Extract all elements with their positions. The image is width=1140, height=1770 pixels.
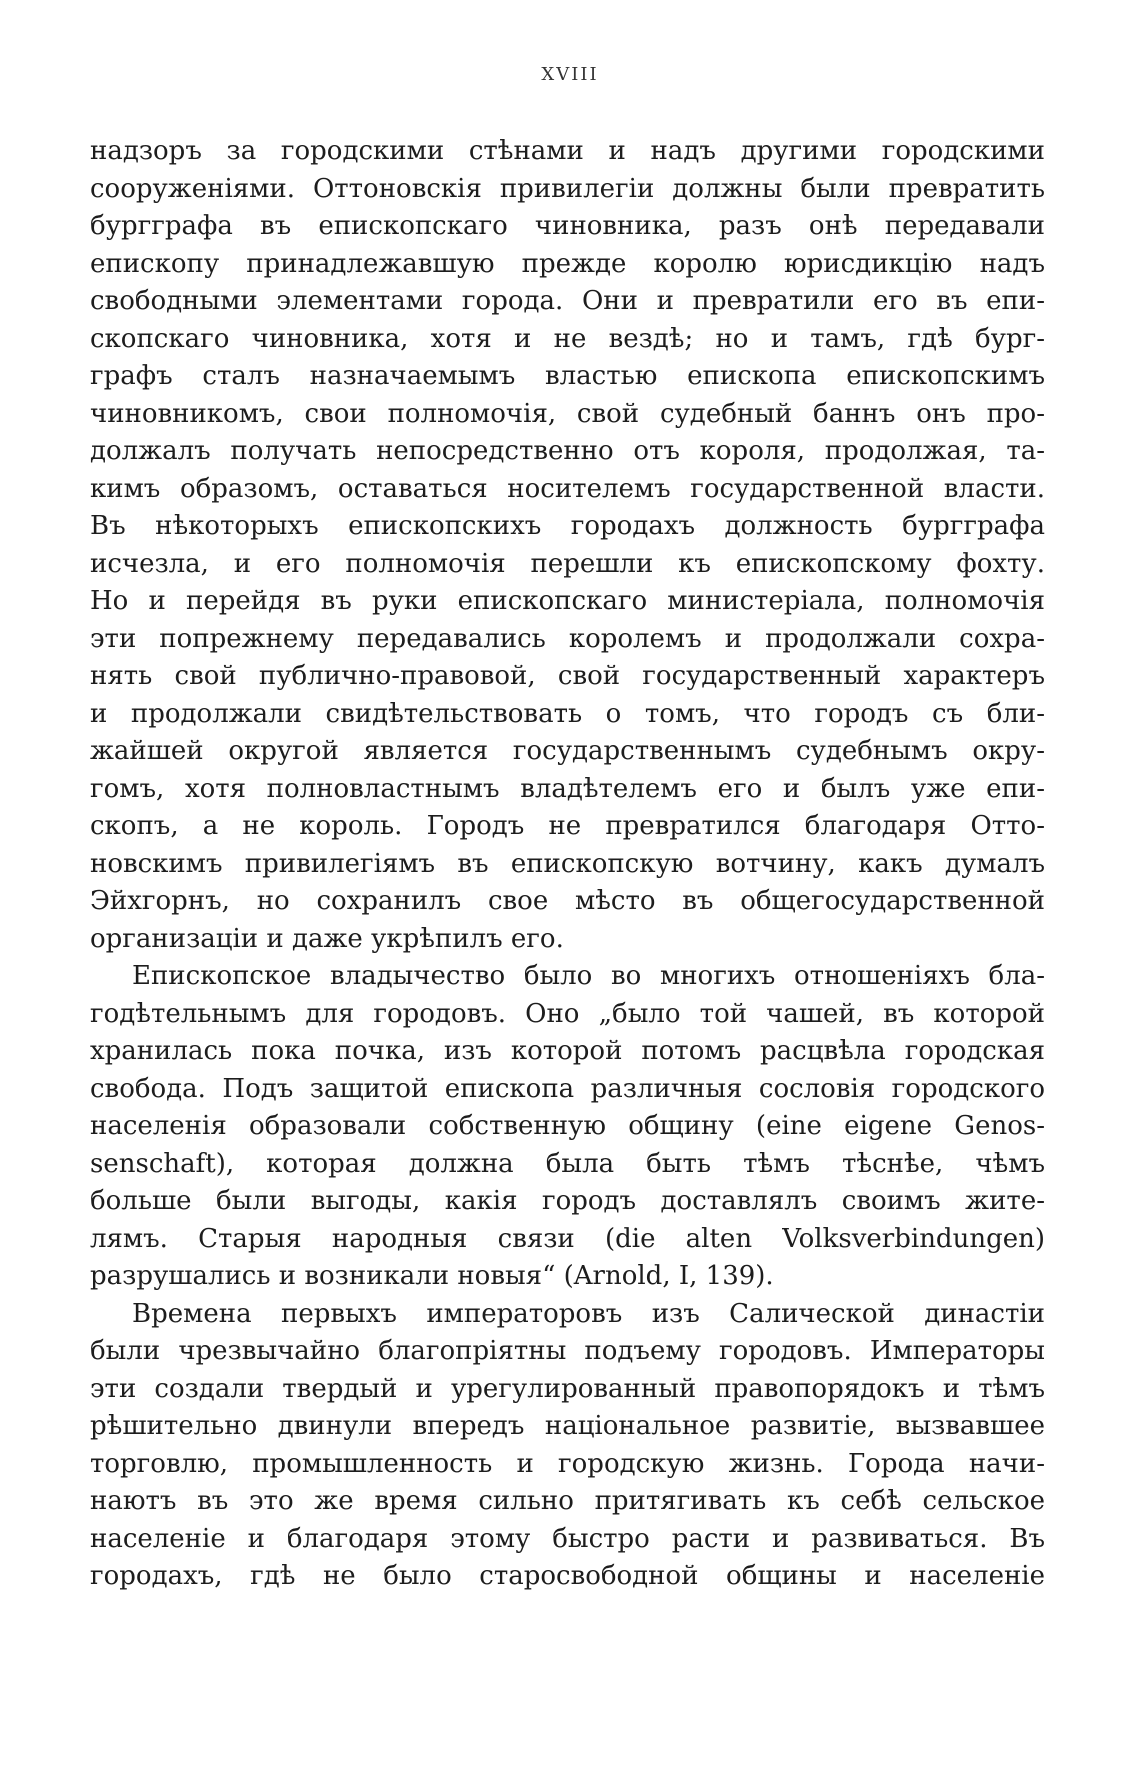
text-line: были чрезвычайно благопріятны подъему городовъ. Императоры bbox=[90, 1336, 1045, 1366]
text-line: разрушались и возникали новыя“ (Arnold, I, 139). bbox=[90, 1261, 774, 1291]
text-line: исчезла, и его полномочія перешли къ епископскому фохту. bbox=[90, 548, 1045, 579]
text-line: Времена первыхъ императоровъ изъ Салической династіи bbox=[132, 1298, 1045, 1329]
text-line: senschaft), которая должна была быть тѣмъ тѣснѣе, чѣмъ bbox=[90, 1148, 1045, 1179]
text-line: должалъ получать непосредственно отъ короля, продолжая, та- bbox=[90, 436, 1045, 466]
text-line: надзоръ за городскими стѣнами и надъ другими городскими bbox=[90, 136, 1045, 166]
text-line: скопъ, а не король. Городъ не превратился благодаря Отто- bbox=[90, 811, 1045, 841]
text-line: свобода. Подъ защитой епископа различныя сословія городского bbox=[90, 1073, 1045, 1104]
text-line: Въ нѣкоторыхъ епископскихъ городахъ должность бургграфа bbox=[90, 511, 1045, 541]
text-line: бургграфа въ епископскаго чиновника, разъ онѣ передавали bbox=[90, 211, 1045, 241]
text-line: жайшей округой является государственнымъ судебнымъ окру- bbox=[90, 736, 1045, 766]
text-line: гомъ, хотя полновластнымъ владѣтелемъ его и былъ уже епи- bbox=[90, 773, 1045, 804]
text-line: наютъ въ это же время сильно притягивать къ себѣ сельское bbox=[90, 1486, 1045, 1516]
paragraph-2 bbox=[90, 958, 1045, 1296]
text-line: Но и перейдя въ руки епископскаго министеріала, полномочія bbox=[90, 586, 1045, 616]
text-line: лямъ. Старыя народныя связи (die alten Volksverbindungen) bbox=[90, 1223, 1045, 1254]
text-line: больше были выгоды, какія городъ доставлялъ своимъ жите- bbox=[90, 1186, 1045, 1216]
text-line: епископу принадлежавшую прежде королю юрисдикцію надъ bbox=[90, 248, 1045, 279]
text-line: сооруженіями. Оттоновскія привилегіи должны были превратить bbox=[90, 173, 1045, 204]
text-line: Эйхгорнъ, но сохранилъ свое мѣсто въ общегосударственной bbox=[90, 886, 1045, 916]
text-line: и продолжали свидѣтельствовать о томъ, что городъ съ бли- bbox=[90, 698, 1045, 729]
text-line: хранилась пока почка, изъ которой потомъ расцвѣла городская bbox=[90, 1036, 1045, 1066]
paragraph-1 bbox=[90, 133, 1045, 958]
text-line: годѣтельнымъ для городовъ. Оно „было той чашей, въ которой bbox=[90, 998, 1045, 1029]
text-line: скопскаго чиновника, хотя и не вездѣ; но и тамъ, гдѣ бург- bbox=[90, 323, 1045, 354]
text-line: городахъ, гдѣ не было старосвободной общины и населеніе bbox=[90, 1561, 1045, 1591]
text-line: эти создали твердый и урегулированный правопорядокъ и тѣмъ bbox=[90, 1373, 1045, 1404]
text-line: графъ сталъ назначаемымъ властью епископа епископскимъ bbox=[90, 361, 1045, 391]
paragraph-3 bbox=[90, 1296, 1045, 1596]
text-line: эти попрежнему передавались королемъ и продолжали сохра- bbox=[90, 623, 1045, 654]
text-line: нять свой публично-правовой, свой государственный характеръ bbox=[90, 661, 1045, 691]
text-line: населенія образовали собственную общину (eine eigene Genos- bbox=[90, 1111, 1045, 1141]
text-line: свободными элементами города. Они и превратили его въ епи- bbox=[90, 286, 1045, 316]
text-line: новскимъ привилегіямъ въ епископскую вотчину, какъ думалъ bbox=[90, 848, 1045, 879]
text-line: организаціи и даже укрѣпилъ его. bbox=[90, 923, 564, 954]
text-line: населеніе и благодаря этому быстро расти и развиваться. Въ bbox=[90, 1523, 1045, 1554]
page-number: XVIII bbox=[541, 64, 599, 85]
body-text bbox=[90, 133, 1045, 1596]
text-line: торговлю, промышленность и городскую жизнь. Города начи- bbox=[90, 1448, 1045, 1479]
text-line: Епископское владычество было во многихъ отношеніяхъ бла- bbox=[132, 961, 1045, 991]
text-line: рѣшительно двинули впередъ національное развитіе, вызвавшее bbox=[90, 1411, 1045, 1441]
text-line: чиновникомъ, свои полномочія, свой судебный баннъ онъ про- bbox=[90, 398, 1045, 429]
text-line: кимъ образомъ, оставаться носителемъ государственной власти. bbox=[90, 473, 1045, 504]
